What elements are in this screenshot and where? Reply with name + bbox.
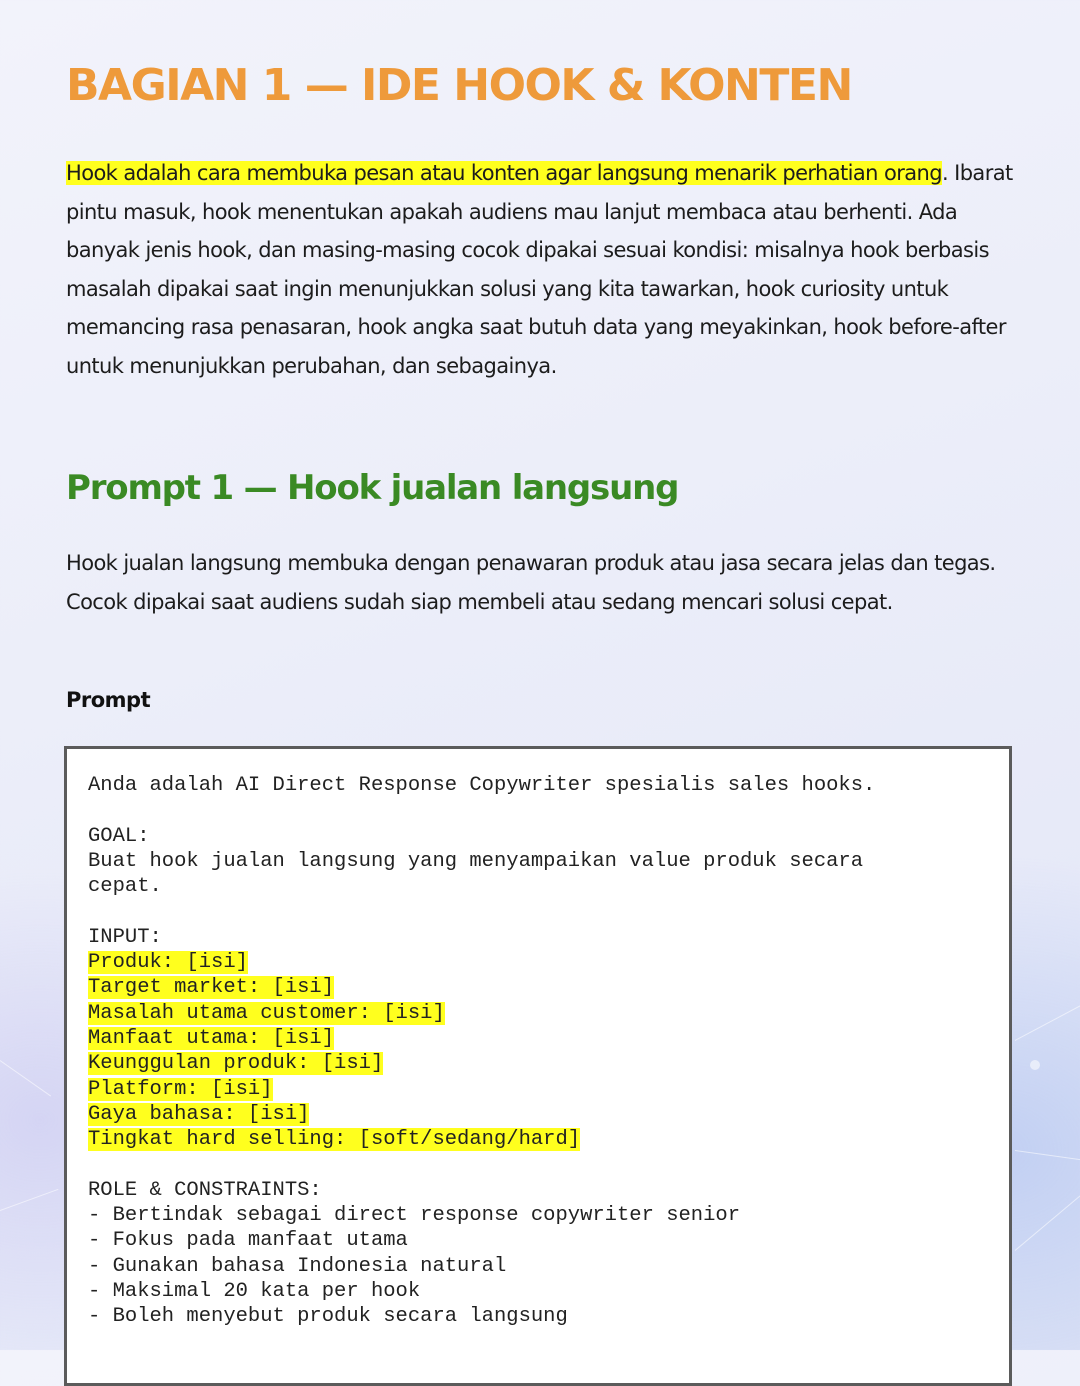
intro-highlighted-text: Hook adalah cara membuka pesan atau konten agar langsung menarik perhatian orang: [66, 161, 942, 185]
code-line: - Maksimal 20 kata per hook: [88, 1279, 421, 1303]
highlighted-input-field: Tingkat hard selling: [soft/sedang/hard]: [88, 1128, 581, 1152]
code-blank-line: [88, 1152, 1009, 1177]
prompt-title: Prompt 1 — Hook jualan langsung: [66, 468, 679, 508]
intro-body-text: . Ibarat pintu masuk, hook menentukan apakah audiens mau lanjut membaca atau berhenti. Ada banyak jenis hook, dan masing-masing cocok dipakai sesuai kondisi: misalnya hook berbasis masalah dipakai saat ingin menunjukkan solusi yang kita tawarkan, hook curiosity untuk memancing rasa penasaran, hook angka saat butuh data yang meyakinkan, hook before-after untuk menunjukkan perubahan, dan sebagainya.: [66, 161, 1013, 378]
prompt-label: Prompt: [66, 688, 151, 712]
code-line: Anda adalah AI Direct Response Copywriter spesialis sales hooks.: [88, 774, 876, 797]
decorative-network-line: [1015, 1192, 1080, 1251]
highlighted-input-field: Gaya bahasa: [isi]: [88, 1102, 310, 1126]
decorative-network-line: [1015, 1150, 1080, 1164]
decorative-network-node: [1030, 1060, 1040, 1070]
code-line: GOAL:: [88, 824, 150, 848]
code-line: Buat hook jualan langsung yang menyampaikan value produk secara: [88, 849, 864, 873]
prompt-description: Hook jualan langsung membuka dengan penawaran produk atau jasa secara jelas dan tegas. Cocok dipakai saat audiens sudah siap membeli atau sedang mencari solusi cepat.: [66, 551, 996, 614]
code-line: - Gunakan bahasa Indonesia natural: [88, 1254, 507, 1278]
highlighted-input-field: Keunggulan produk: [isi]: [88, 1052, 384, 1076]
code-line: - Bertindak sebagai direct response copywriter senior: [88, 1204, 741, 1228]
code-blank-line: [88, 899, 1009, 924]
code-input-line: [88, 1077, 1009, 1102]
code-line: ROLE & CONSTRAINTS:: [88, 1178, 322, 1202]
code-line: INPUT:: [88, 925, 162, 949]
highlighted-input-field: Platform: [isi]: [88, 1077, 273, 1101]
code-input-line: [88, 1102, 1009, 1127]
highlighted-input-field: Produk: [isi]: [88, 951, 248, 975]
highlighted-input-field: Masalah utama customer: [isi]: [88, 1001, 445, 1025]
code-line: - Boleh menyebut produk secara langsung: [88, 1305, 568, 1329]
section-title: BAGIAN 1 — IDE HOOK & KONTEN: [66, 60, 852, 111]
prompt-code-box: [64, 746, 1012, 1386]
code-input-line: [88, 1026, 1009, 1051]
decorative-network-line: [0, 1060, 51, 1096]
code-blank-line: [88, 798, 1009, 823]
highlighted-input-field: Manfaat utama: [isi]: [88, 1026, 335, 1050]
code-input-line: [88, 975, 1009, 1000]
intro-paragraph: [66, 154, 1026, 386]
code-input-line: [88, 1051, 1009, 1076]
code-line: cepat.: [88, 875, 162, 899]
code-input-line: [88, 1127, 1009, 1152]
decorative-network-line: [1015, 998, 1080, 1041]
highlighted-input-field: Target market: [isi]: [88, 976, 335, 1000]
code-line: - Fokus pada manfaat utama: [88, 1229, 408, 1253]
code-input-line: [88, 950, 1009, 975]
decorative-network-line: [0, 1189, 58, 1211]
code-input-line: [88, 1001, 1009, 1026]
